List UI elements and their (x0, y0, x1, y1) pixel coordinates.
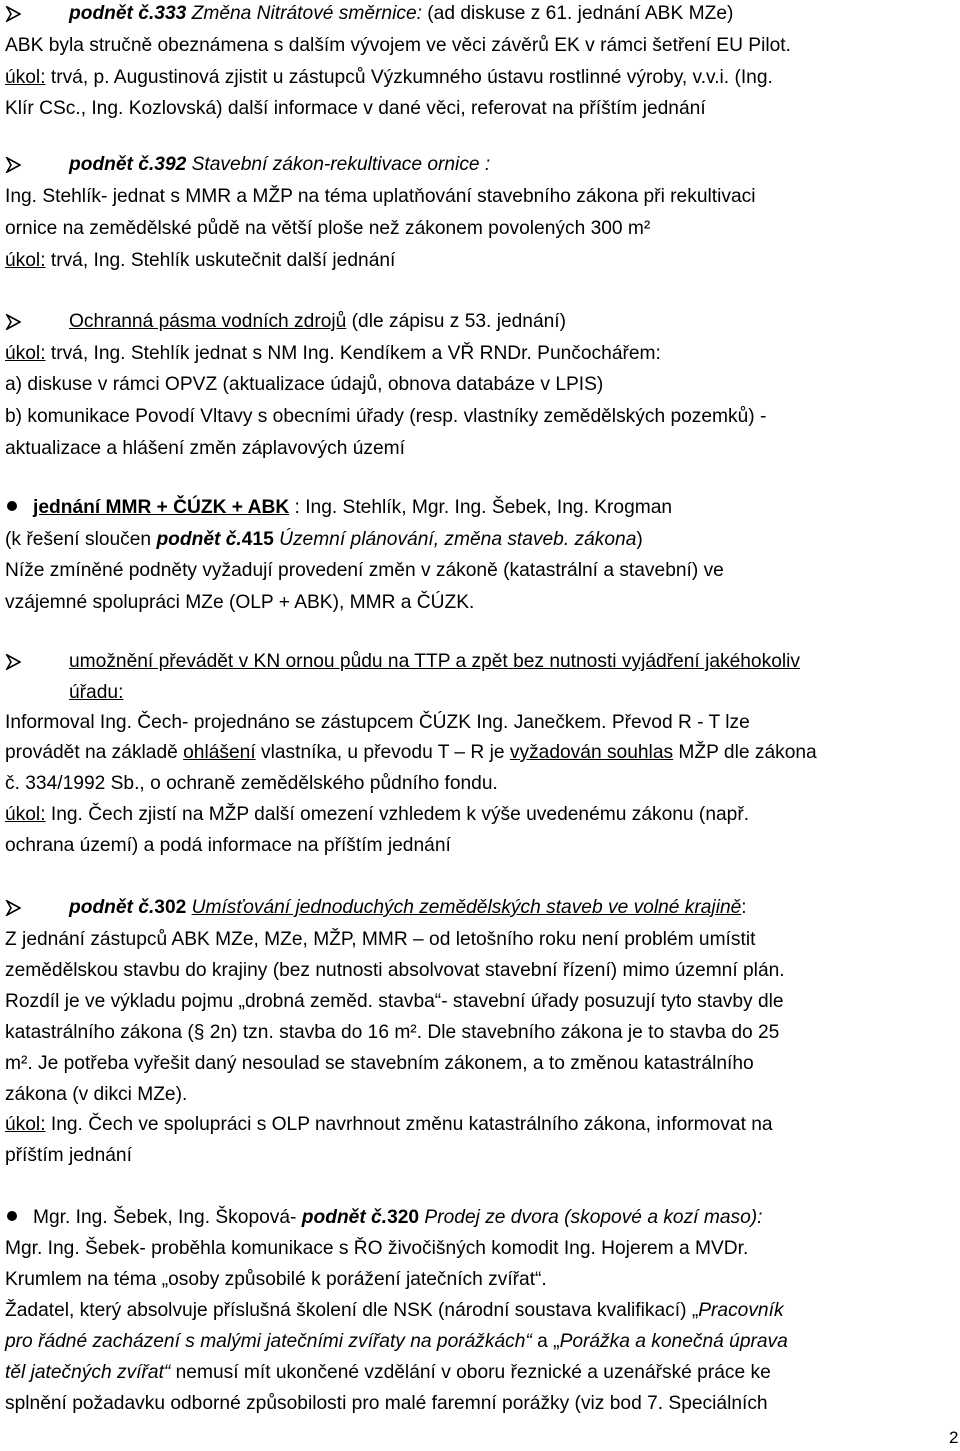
text-line (5, 1206, 762, 1230)
text-line (5, 741, 817, 765)
text-line (5, 803, 749, 827)
text-run: úkol: (5, 250, 46, 271)
text-line (5, 1144, 132, 1168)
text-run: podnět č. (301, 1207, 388, 1228)
text-run: Ing. Čech zjistí na MŽP další omezení vzhledem k výše uvedenému zákonu (např. (45, 804, 750, 825)
text-run: Žadatel, který absolvuje příslušná školení dle NSK (národní soustava kvalifikací) „ (5, 1300, 699, 1321)
text-line (5, 1113, 773, 1137)
text-line (5, 185, 755, 209)
text-run: trvá, Ing. Stehlík jednat s NM Ing. Kendíkem a VŘ RNDr. Punčochářem: (45, 343, 661, 364)
text-run: vyžadován souhlas (509, 742, 674, 763)
text-run: 415 (241, 529, 274, 550)
text-run: Krumlem na téma „osoby způsobilé k porážení jatečních zvířat“. (5, 1269, 547, 1290)
text-run: zákona (v dikci MZe). (5, 1084, 188, 1105)
text-line (5, 310, 566, 334)
text-line (5, 1052, 754, 1076)
text-run: Ochranná pásma vodních zdrojů (69, 311, 347, 332)
text-line (5, 772, 498, 796)
text-run: trvá, Ing. Stehlík uskutečnit další jednání (45, 250, 396, 271)
text-run: Změna Nitrátové směrnice: (186, 3, 422, 24)
text-run: těl jatečných zvířat“ (5, 1362, 171, 1383)
text-run: 333 (154, 3, 187, 24)
text-run: ornice na zemědělské půdě na větší ploše než zákonem povolených 300 m² (5, 218, 651, 239)
text-run: Z jednání zástupců ABK MZe, MZe, MŽP, MMR – od letošního roku není problém umístit (5, 929, 756, 950)
text-line (5, 896, 747, 920)
text-run: vzájemné spolupráci MZe (OLP + ABK), MMR a ČÚZK. (5, 592, 475, 613)
text-run: aktualizace a hlášení změn záplavových území (5, 438, 405, 459)
text-run: (dle zápisu z 53. jednání) (346, 311, 567, 332)
text-line (5, 650, 800, 674)
text-run: (ad diskuse z 61. jednání ABK MZe) (421, 3, 734, 24)
text-run: Ing. Stehlík- jednat s MMR a MŽP na téma uplatňování stavebního zákona při rekultivaci (5, 186, 756, 207)
text-run: 320 (387, 1207, 420, 1228)
text-run: jednání MMR + ČÚZK + ABK (33, 497, 290, 518)
text-line (5, 34, 791, 58)
text-line (5, 1299, 784, 1323)
text-line (5, 66, 773, 90)
text-run: Mgr. Ing. Šebek, Ing. Škopová- (33, 1207, 302, 1228)
text-run: vlastníka, u převodu T – R je (255, 742, 510, 763)
text-run: Ing. Čech ve spolupráci s OLP navrhnout změnu katastrálního zákona, informovat na (45, 1114, 773, 1135)
arrow-bullet-icon (5, 650, 69, 674)
text-run: podnět č.392 (69, 154, 187, 175)
text-line (69, 681, 123, 705)
text-run: splnění požadavku odborné způsobilosti pro malé faremní porážky (viz bod 7. Speciálních (5, 1393, 768, 1414)
arrow-bullet-icon (5, 310, 69, 334)
text-run: zemědělskou stavbu do krajiny (bez nutnosti absolvovat stavební řízení) mimo územní plán. (5, 960, 785, 981)
text-run: Rozdíl je ve výkladu pojmu „drobná zeměd. stavba“- stavební úřady posuzují tyto stavby dle (5, 991, 784, 1012)
text-line (5, 405, 766, 429)
text-run: 302 (154, 897, 187, 918)
text-run: podnět č. (156, 529, 242, 550)
text-run: podnět č. (69, 897, 155, 918)
text-line (5, 1021, 779, 1045)
text-line (5, 97, 706, 121)
text-run: Mgr. Ing. Šebek- proběhla komunikace s ŘO živočišných komodit Ing. Hojerem a MVDr. (5, 1238, 749, 1259)
text-line (5, 217, 650, 241)
arrow-bullet-icon (5, 153, 69, 177)
text-run: : (741, 897, 747, 918)
arrow-bullet-icon (5, 896, 69, 920)
text-run: ) (636, 529, 643, 550)
text-run: úkol: (5, 343, 46, 364)
text-run: Prodej ze dvora (skopové a kozí maso): (419, 1207, 763, 1228)
text-line (5, 249, 395, 273)
text-run: provádět na základě (5, 742, 184, 763)
text-line (5, 153, 490, 177)
text-line (5, 959, 785, 983)
text-line (5, 591, 474, 615)
round-bullet-icon (5, 496, 33, 520)
text-run: MŽP dle zákona (673, 742, 817, 763)
text-line (5, 437, 405, 461)
text-run: Územní plánování, změna staveb. zákona (273, 529, 637, 550)
text-run: Níže zmíněné podněty vyžadují provedení změn v zákoně (katastrální a stavební) ve (5, 560, 724, 581)
text-line (5, 1268, 547, 1292)
text-run: ochrana území) a podá informace na příštím jednání (5, 835, 451, 856)
text-run: Porážka a konečná úprava (559, 1331, 788, 1352)
text-run: podnět č. (69, 3, 155, 24)
text-run: katastrálního zákona (§ 2n) tzn. stavba do 16 m². Dle stavebního zákona je to stavba do 25 (5, 1022, 780, 1043)
text-line (5, 928, 755, 952)
text-run: trvá, p. Augustinová zjistit u zástupců Výzkumného ústavu rostlinné výroby, v.v.i. (Ing. (45, 67, 773, 88)
text-run: Klír CSc., Ing. Kozlovská) další informace v dané věci, referovat na příštím jednání (5, 98, 706, 119)
page-number: 2 (949, 1428, 959, 1447)
text-line (5, 373, 603, 397)
text-run: Umísťování jednoduchých zemědělských staveb ve volné krajině (191, 897, 742, 918)
text-run: úkol: (5, 67, 46, 88)
text-line (5, 342, 661, 366)
text-run: úkol: (5, 804, 46, 825)
text-line (5, 1330, 788, 1354)
text-line (5, 528, 643, 552)
text-run: úkol: (5, 1114, 46, 1135)
text-run: Pracovník (698, 1300, 784, 1321)
text-run: příštím jednání (5, 1145, 132, 1166)
text-line (5, 496, 672, 520)
text-line (5, 990, 784, 1014)
text-run: č. 334/1992 Sb., o ochraně zemědělského půdního fondu. (5, 773, 498, 794)
text-run: (k řešení sloučen (5, 529, 157, 550)
text-run: Informoval Ing. Čech- projednáno se zástupcem ČÚZK Ing. Janečkem. Převod R - T lze (5, 712, 750, 733)
text-run: umožnění převádět v KN ornou půdu na TTP a zpět bez nutnosti vyjádření jakéhokoliv (69, 651, 800, 672)
text-run: m². Je potřeba vyřešit daný nesoulad se stavebním zákonem, a to změnou katastrálního (5, 1053, 754, 1074)
text-run: Stavební zákon-rekultivace ornice : (186, 154, 491, 175)
text-run: úřadu: (69, 682, 124, 703)
text-run: ABK byla stručně obeznámena s dalším vývojem ve věci závěrů EK v rámci šetření EU Pilot. (5, 35, 791, 56)
text-line (5, 711, 750, 735)
text-run: : Ing. Stehlík, Mgr. Ing. Šebek, Ing. Krogman (289, 497, 673, 518)
text-line (5, 1361, 771, 1385)
text-line (5, 1392, 768, 1416)
text-run: a „ (531, 1331, 560, 1352)
text-line (5, 1237, 748, 1261)
round-bullet-icon (5, 1206, 33, 1230)
arrow-bullet-icon (5, 2, 69, 26)
text-line (5, 559, 724, 583)
text-line (5, 834, 451, 858)
text-run: pro řádné zacházení s malými jatečními zvířaty na porážkách“ (5, 1331, 532, 1352)
text-line (5, 2, 733, 26)
text-line (5, 1083, 187, 1107)
text-run: ohlášení (183, 742, 256, 763)
text-run: nemusí mít ukončené vzdělání v oboru řeznické a uzenářské práce ke (170, 1362, 771, 1383)
text-run: b) komunikace Povodí Vltavy s obecními úřady (resp. vlastníky zemědělských pozemků) - (5, 406, 767, 427)
text-run: a) diskuse v rámci OPVZ (aktualizace údajů, obnova databáze v LPIS) (5, 374, 604, 395)
